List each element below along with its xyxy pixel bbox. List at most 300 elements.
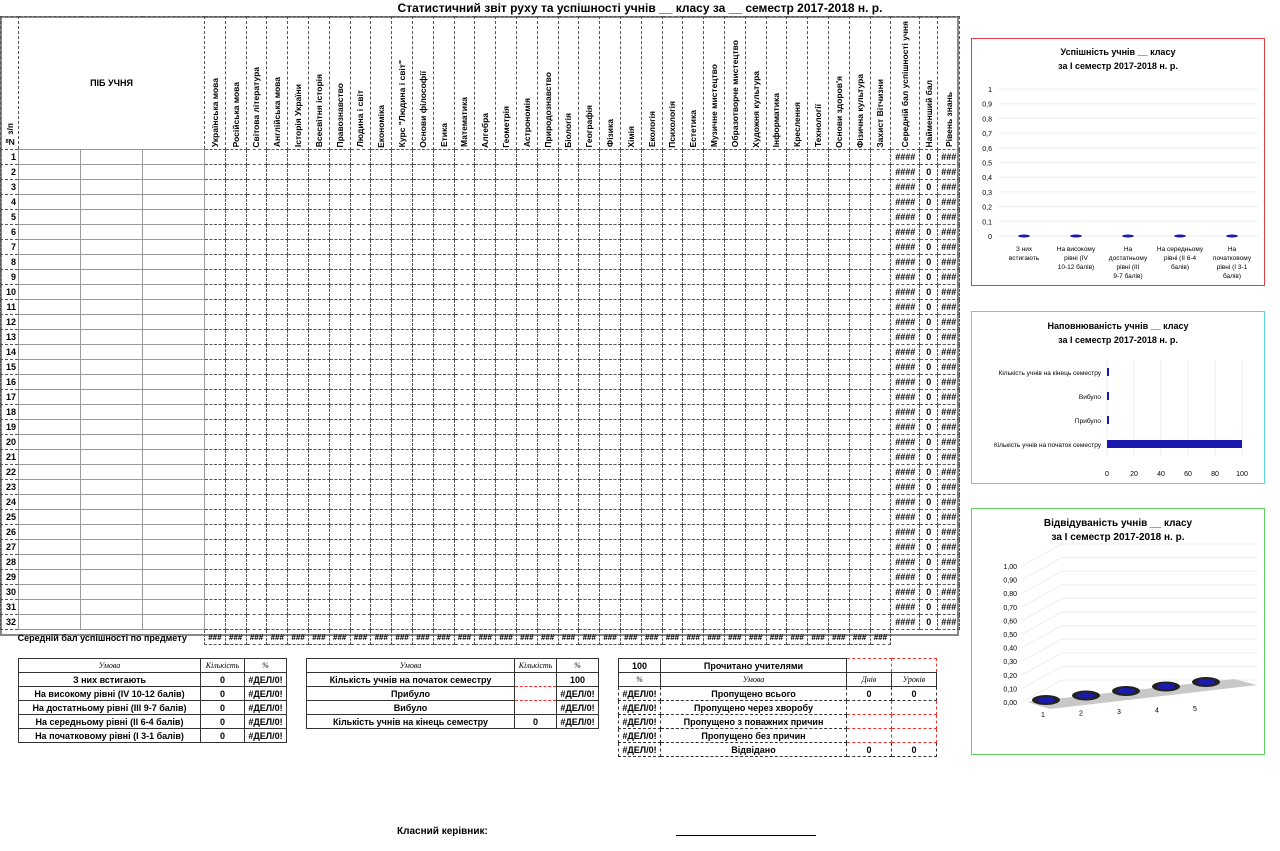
grade-cell[interactable] [828, 285, 849, 300]
grade-cell[interactable] [246, 465, 267, 480]
student-name-cell[interactable] [19, 600, 81, 615]
grade-cell[interactable] [662, 450, 683, 465]
grade-cell[interactable] [433, 450, 454, 465]
grade-cell[interactable] [433, 165, 454, 180]
grade-cell[interactable] [641, 300, 662, 315]
grade-cell[interactable] [704, 285, 725, 300]
student-name-cell[interactable] [19, 465, 81, 480]
grade-cell[interactable] [371, 360, 392, 375]
grade-cell[interactable] [704, 225, 725, 240]
grade-cell[interactable] [205, 165, 226, 180]
grade-cell[interactable] [516, 240, 537, 255]
grade-cell[interactable] [724, 360, 745, 375]
grade-cell[interactable] [641, 495, 662, 510]
grade-cell[interactable] [246, 240, 267, 255]
grade-cell[interactable] [392, 600, 413, 615]
grade-cell[interactable] [454, 255, 475, 270]
grade-cell[interactable] [475, 255, 496, 270]
grade-cell[interactable] [808, 360, 829, 375]
student-name-cell[interactable] [19, 375, 81, 390]
grade-cell[interactable] [849, 600, 870, 615]
student-name-cell[interactable] [143, 450, 205, 465]
grade-cell[interactable] [205, 555, 226, 570]
grade-cell[interactable] [308, 555, 329, 570]
grade-cell[interactable] [662, 570, 683, 585]
grade-cell[interactable] [870, 390, 891, 405]
grade-cell[interactable] [267, 465, 288, 480]
grade-cell[interactable] [246, 165, 267, 180]
grade-cell[interactable] [288, 315, 309, 330]
grade-cell[interactable] [662, 510, 683, 525]
student-name-cell[interactable] [19, 420, 81, 435]
grade-cell[interactable] [704, 330, 725, 345]
grade-cell[interactable] [392, 585, 413, 600]
grade-cell[interactable] [350, 615, 371, 630]
grade-cell[interactable] [870, 540, 891, 555]
grade-cell[interactable] [662, 585, 683, 600]
grade-cell[interactable] [808, 600, 829, 615]
grade-cell[interactable] [828, 240, 849, 255]
grade-cell[interactable] [288, 285, 309, 300]
grade-cell[interactable] [724, 420, 745, 435]
grade-cell[interactable] [766, 480, 787, 495]
grade-cell[interactable] [433, 390, 454, 405]
grade-cell[interactable] [724, 540, 745, 555]
grade-cell[interactable] [745, 435, 766, 450]
grade-cell[interactable] [704, 240, 725, 255]
grade-cell[interactable] [558, 510, 579, 525]
grade-cell[interactable] [870, 375, 891, 390]
grade-cell[interactable] [787, 375, 808, 390]
grade-cell[interactable] [496, 570, 517, 585]
student-name-cell[interactable] [81, 270, 143, 285]
grade-cell[interactable] [600, 240, 621, 255]
grade-cell[interactable] [828, 495, 849, 510]
grade-cell[interactable] [600, 450, 621, 465]
grade-cell[interactable] [205, 615, 226, 630]
grade-cell[interactable] [329, 600, 350, 615]
grade-cell[interactable] [600, 420, 621, 435]
grade-cell[interactable] [205, 210, 226, 225]
grade-cell[interactable] [870, 420, 891, 435]
grade-cell[interactable] [308, 420, 329, 435]
grade-cell[interactable] [662, 600, 683, 615]
grade-cell[interactable] [267, 525, 288, 540]
grade-cell[interactable] [205, 480, 226, 495]
grade-cell[interactable] [308, 270, 329, 285]
grade-cell[interactable] [288, 405, 309, 420]
grade-cell[interactable] [683, 165, 704, 180]
grade-cell[interactable] [724, 345, 745, 360]
grade-cell[interactable] [496, 240, 517, 255]
grade-cell[interactable] [704, 345, 725, 360]
grade-cell[interactable] [579, 180, 600, 195]
grade-cell[interactable] [288, 510, 309, 525]
grade-cell[interactable] [745, 540, 766, 555]
grade-cell[interactable] [454, 390, 475, 405]
grade-cell[interactable] [724, 405, 745, 420]
grade-cell[interactable] [579, 300, 600, 315]
grade-cell[interactable] [475, 555, 496, 570]
grade-cell[interactable] [246, 345, 267, 360]
grade-cell[interactable] [475, 465, 496, 480]
grade-cell[interactable] [516, 330, 537, 345]
grade-cell[interactable] [412, 225, 433, 240]
grade-cell[interactable] [828, 375, 849, 390]
grade-cell[interactable] [579, 330, 600, 345]
grade-cell[interactable] [724, 285, 745, 300]
grade-cell[interactable] [267, 270, 288, 285]
grade-cell[interactable] [808, 165, 829, 180]
grade-cell[interactable] [849, 180, 870, 195]
grade-cell[interactable] [579, 285, 600, 300]
student-name-cell[interactable] [81, 285, 143, 300]
student-name-cell[interactable] [19, 255, 81, 270]
student-name-cell[interactable] [19, 150, 81, 165]
grade-cell[interactable] [371, 420, 392, 435]
grade-cell[interactable] [600, 480, 621, 495]
grade-cell[interactable] [225, 255, 246, 270]
grade-cell[interactable] [454, 240, 475, 255]
grade-cell[interactable] [600, 150, 621, 165]
grade-cell[interactable] [537, 450, 558, 465]
grade-cell[interactable] [454, 405, 475, 420]
grade-cell[interactable] [350, 285, 371, 300]
grade-cell[interactable] [808, 300, 829, 315]
grade-cell[interactable] [870, 495, 891, 510]
grade-cell[interactable] [308, 360, 329, 375]
grade-cell[interactable] [225, 330, 246, 345]
grade-cell[interactable] [724, 555, 745, 570]
grade-cell[interactable] [808, 555, 829, 570]
grade-cell[interactable] [724, 465, 745, 480]
grade-cell[interactable] [579, 195, 600, 210]
grade-cell[interactable] [392, 210, 413, 225]
grade-cell[interactable] [350, 180, 371, 195]
grade-cell[interactable] [558, 555, 579, 570]
grade-cell[interactable] [683, 225, 704, 240]
grade-cell[interactable] [454, 585, 475, 600]
grade-cell[interactable] [225, 285, 246, 300]
grade-cell[interactable] [267, 600, 288, 615]
grade-cell[interactable] [371, 375, 392, 390]
grade-cell[interactable] [704, 555, 725, 570]
student-name-cell[interactable] [81, 555, 143, 570]
summary-cell[interactable] [515, 701, 557, 715]
grade-cell[interactable] [516, 150, 537, 165]
grade-cell[interactable] [620, 195, 641, 210]
grade-cell[interactable] [329, 270, 350, 285]
grade-cell[interactable] [683, 555, 704, 570]
grade-cell[interactable] [475, 345, 496, 360]
grade-cell[interactable] [704, 420, 725, 435]
grade-cell[interactable] [558, 495, 579, 510]
grade-cell[interactable] [662, 495, 683, 510]
grade-cell[interactable] [267, 300, 288, 315]
grade-cell[interactable] [392, 615, 413, 630]
grade-cell[interactable] [205, 240, 226, 255]
student-name-cell[interactable] [143, 285, 205, 300]
grade-cell[interactable] [246, 510, 267, 525]
grade-cell[interactable] [579, 525, 600, 540]
grade-cell[interactable] [620, 285, 641, 300]
grade-cell[interactable] [496, 495, 517, 510]
grade-cell[interactable] [475, 270, 496, 285]
grade-cell[interactable] [745, 615, 766, 630]
summary-cell[interactable] [847, 701, 892, 715]
student-name-cell[interactable] [19, 315, 81, 330]
chart-enrollment[interactable] [971, 311, 1265, 484]
grade-cell[interactable] [787, 165, 808, 180]
grade-cell[interactable] [392, 525, 413, 540]
student-name-cell[interactable] [81, 570, 143, 585]
grade-cell[interactable] [600, 270, 621, 285]
grade-cell[interactable] [787, 210, 808, 225]
grade-cell[interactable] [267, 540, 288, 555]
grade-cell[interactable] [475, 360, 496, 375]
grade-cell[interactable] [308, 300, 329, 315]
grade-cell[interactable] [808, 495, 829, 510]
grade-cell[interactable] [579, 570, 600, 585]
grade-cell[interactable] [808, 330, 829, 345]
grade-cell[interactable] [537, 480, 558, 495]
grade-cell[interactable] [766, 525, 787, 540]
grade-cell[interactable] [849, 540, 870, 555]
grade-cell[interactable] [454, 435, 475, 450]
grade-cell[interactable] [745, 360, 766, 375]
grade-cell[interactable] [329, 615, 350, 630]
grade-cell[interactable] [433, 555, 454, 570]
grade-cell[interactable] [870, 615, 891, 630]
student-name-cell[interactable] [81, 195, 143, 210]
grade-cell[interactable] [225, 240, 246, 255]
student-name-cell[interactable] [81, 390, 143, 405]
grade-cell[interactable] [558, 240, 579, 255]
student-name-cell[interactable] [81, 480, 143, 495]
student-name-cell[interactable] [81, 300, 143, 315]
grade-cell[interactable] [683, 300, 704, 315]
grade-cell[interactable] [288, 585, 309, 600]
grade-cell[interactable] [516, 210, 537, 225]
grade-cell[interactable] [766, 210, 787, 225]
grade-cell[interactable] [392, 300, 413, 315]
grade-cell[interactable] [308, 165, 329, 180]
grade-cell[interactable] [579, 420, 600, 435]
grade-cell[interactable] [288, 555, 309, 570]
grade-cell[interactable] [205, 180, 226, 195]
grade-cell[interactable] [683, 345, 704, 360]
grade-cell[interactable] [704, 405, 725, 420]
grade-cell[interactable] [787, 255, 808, 270]
grade-cell[interactable] [371, 225, 392, 240]
student-name-cell[interactable] [143, 480, 205, 495]
grade-cell[interactable] [246, 570, 267, 585]
grade-cell[interactable] [454, 270, 475, 285]
grade-cell[interactable] [620, 540, 641, 555]
student-name-cell[interactable] [19, 240, 81, 255]
grade-cell[interactable] [641, 360, 662, 375]
grade-cell[interactable] [870, 255, 891, 270]
grade-cell[interactable] [620, 315, 641, 330]
grade-cell[interactable] [662, 555, 683, 570]
grade-cell[interactable] [537, 540, 558, 555]
grade-cell[interactable] [808, 375, 829, 390]
grade-cell[interactable] [558, 615, 579, 630]
grade-cell[interactable] [558, 465, 579, 480]
grade-cell[interactable] [662, 435, 683, 450]
grade-cell[interactable] [392, 285, 413, 300]
grade-cell[interactable] [475, 315, 496, 330]
grade-cell[interactable] [558, 300, 579, 315]
grade-cell[interactable] [537, 300, 558, 315]
grade-cell[interactable] [516, 510, 537, 525]
grade-cell[interactable] [308, 240, 329, 255]
grade-cell[interactable] [662, 180, 683, 195]
grade-cell[interactable] [620, 390, 641, 405]
grade-cell[interactable] [267, 315, 288, 330]
grade-cell[interactable] [683, 240, 704, 255]
student-name-cell[interactable] [81, 585, 143, 600]
grade-cell[interactable] [600, 585, 621, 600]
grade-cell[interactable] [662, 330, 683, 345]
grade-cell[interactable] [558, 225, 579, 240]
grade-cell[interactable] [724, 570, 745, 585]
student-name-cell[interactable] [19, 300, 81, 315]
student-name-cell[interactable] [143, 225, 205, 240]
grade-cell[interactable] [766, 225, 787, 240]
grade-cell[interactable] [412, 480, 433, 495]
grade-cell[interactable] [371, 585, 392, 600]
grade-cell[interactable] [516, 600, 537, 615]
grade-cell[interactable] [246, 390, 267, 405]
grade-cell[interactable] [620, 510, 641, 525]
grade-cell[interactable] [558, 165, 579, 180]
grade-cell[interactable] [537, 525, 558, 540]
grade-cell[interactable] [641, 330, 662, 345]
grade-cell[interactable] [433, 195, 454, 210]
grade-cell[interactable] [225, 165, 246, 180]
grade-cell[interactable] [412, 345, 433, 360]
grade-cell[interactable] [787, 465, 808, 480]
grade-cell[interactable] [516, 270, 537, 285]
grade-cell[interactable] [412, 195, 433, 210]
student-name-cell[interactable] [143, 420, 205, 435]
grade-cell[interactable] [537, 165, 558, 180]
grade-cell[interactable] [704, 525, 725, 540]
grade-cell[interactable] [475, 420, 496, 435]
grade-cell[interactable] [620, 210, 641, 225]
grade-cell[interactable] [288, 345, 309, 360]
student-name-cell[interactable] [19, 270, 81, 285]
grade-cell[interactable] [870, 150, 891, 165]
grade-cell[interactable] [412, 600, 433, 615]
grade-cell[interactable] [579, 240, 600, 255]
grade-cell[interactable] [267, 450, 288, 465]
lessons-read-days[interactable] [847, 659, 892, 673]
grade-cell[interactable] [641, 510, 662, 525]
grade-cell[interactable] [412, 525, 433, 540]
grade-cell[interactable] [288, 570, 309, 585]
grade-cell[interactable] [704, 615, 725, 630]
student-name-cell[interactable] [143, 345, 205, 360]
grade-cell[interactable] [329, 435, 350, 450]
grade-cell[interactable] [620, 450, 641, 465]
grade-cell[interactable] [808, 480, 829, 495]
student-name-cell[interactable] [19, 195, 81, 210]
grade-cell[interactable] [641, 255, 662, 270]
grade-cell[interactable] [516, 435, 537, 450]
grade-cell[interactable] [641, 180, 662, 195]
grade-cell[interactable] [558, 600, 579, 615]
grade-cell[interactable] [205, 270, 226, 285]
grade-cell[interactable] [828, 255, 849, 270]
grade-cell[interactable] [496, 600, 517, 615]
grade-cell[interactable] [475, 150, 496, 165]
grade-cell[interactable] [475, 285, 496, 300]
grade-cell[interactable] [371, 330, 392, 345]
grade-cell[interactable] [870, 165, 891, 180]
grade-cell[interactable] [620, 555, 641, 570]
grade-cell[interactable] [683, 330, 704, 345]
grade-cell[interactable] [205, 450, 226, 465]
student-name-cell[interactable] [143, 540, 205, 555]
grade-cell[interactable] [849, 450, 870, 465]
grade-cell[interactable] [225, 180, 246, 195]
grade-cell[interactable] [433, 285, 454, 300]
grade-cell[interactable] [225, 555, 246, 570]
grade-cell[interactable] [683, 210, 704, 225]
grade-cell[interactable] [288, 525, 309, 540]
grade-cell[interactable] [849, 480, 870, 495]
student-name-cell[interactable] [143, 465, 205, 480]
grade-cell[interactable] [392, 345, 413, 360]
grade-cell[interactable] [870, 270, 891, 285]
grade-cell[interactable] [558, 360, 579, 375]
grade-cell[interactable] [724, 165, 745, 180]
grade-cell[interactable] [724, 480, 745, 495]
grade-cell[interactable] [704, 150, 725, 165]
grade-cell[interactable] [392, 270, 413, 285]
grade-cell[interactable] [537, 180, 558, 195]
summary-cell[interactable] [892, 701, 937, 715]
student-name-cell[interactable] [19, 435, 81, 450]
grade-cell[interactable] [724, 270, 745, 285]
grade-cell[interactable] [433, 465, 454, 480]
grade-cell[interactable] [371, 540, 392, 555]
grade-cell[interactable] [808, 195, 829, 210]
grade-cell[interactable] [870, 405, 891, 420]
student-name-cell[interactable] [81, 210, 143, 225]
grade-cell[interactable] [745, 390, 766, 405]
grade-cell[interactable] [787, 180, 808, 195]
student-name-cell[interactable] [143, 300, 205, 315]
grade-cell[interactable] [329, 195, 350, 210]
grade-cell[interactable] [766, 240, 787, 255]
grade-cell[interactable] [433, 570, 454, 585]
grade-cell[interactable] [516, 420, 537, 435]
grade-cell[interactable] [454, 495, 475, 510]
grade-cell[interactable] [558, 270, 579, 285]
grade-cell[interactable] [828, 465, 849, 480]
grade-cell[interactable] [724, 450, 745, 465]
grade-cell[interactable] [870, 300, 891, 315]
grade-cell[interactable] [600, 255, 621, 270]
grade-cell[interactable] [329, 360, 350, 375]
grade-cell[interactable] [662, 375, 683, 390]
grade-cell[interactable] [704, 300, 725, 315]
grade-cell[interactable] [496, 510, 517, 525]
grade-cell[interactable] [537, 390, 558, 405]
